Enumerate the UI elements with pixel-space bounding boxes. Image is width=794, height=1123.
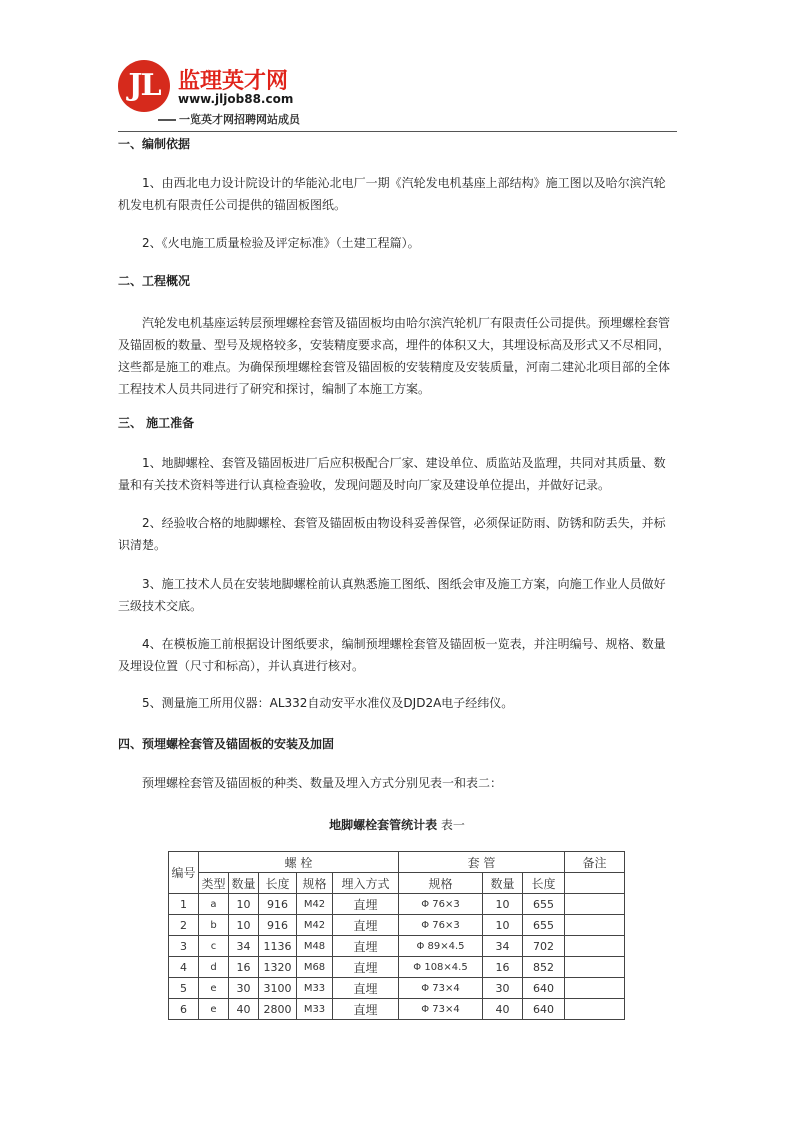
bolt-sleeve-table — [168, 851, 625, 1020]
cell-no: 5 — [169, 978, 199, 999]
table-row — [169, 957, 625, 978]
cell-type: e — [199, 978, 229, 999]
cell-type: b — [199, 915, 229, 936]
header-type: 类型 — [199, 873, 229, 894]
section-1-paragraph-2: 2、《火电施工质量检验及评定标准》（土建工程篇）。 — [142, 236, 420, 250]
header-bolt: 螺 栓 — [199, 852, 399, 873]
cell-qty: 40 — [229, 999, 259, 1020]
cell-sleeve-qty: 30 — [483, 978, 523, 999]
table-row — [169, 915, 625, 936]
header-embed: 埋入方式 — [333, 873, 399, 894]
cell-remark — [565, 957, 625, 978]
logo-name: 监理英才网 — [178, 69, 289, 94]
section-1-paragraph-1: 1、由西北电力设计院设计的华能沁北电厂一期《汽轮发电机基座上部结构》施工图以及哈尔滨汽轮机发电机有限责任公司提供的锚固板图纸。 — [118, 176, 666, 212]
cell-remark — [565, 978, 625, 999]
section-3-title: 三、 施工准备 — [118, 416, 195, 430]
cell-sleeve-spec: Φ 76×3 — [399, 894, 483, 915]
cell-no: 1 — [169, 894, 199, 915]
header-divider — [118, 131, 677, 132]
header-sleeve: 套 管 — [399, 852, 565, 873]
cell-sleeve-length: 852 — [523, 957, 565, 978]
cell-length: 1136 — [259, 936, 297, 957]
cell-embed: 直埋 — [333, 894, 399, 915]
cell-remark — [565, 999, 625, 1020]
cell-type: d — [199, 957, 229, 978]
cell-sleeve-spec: Φ 73×4 — [399, 999, 483, 1020]
cell-qty: 30 — [229, 978, 259, 999]
cell-sleeve-length: 640 — [523, 999, 565, 1020]
table-caption-title: 地脚螺栓套管统计表 — [329, 818, 438, 832]
table-row — [169, 978, 625, 999]
cell-sleeve-qty: 10 — [483, 894, 523, 915]
cell-embed: 直埋 — [333, 936, 399, 957]
cell-sleeve-spec: Φ 73×4 — [399, 978, 483, 999]
header-qty: 数量 — [229, 873, 259, 894]
section-3-paragraph-4: 4、在模板施工前根据设计图纸要求，编制预埋螺栓套管及锚固板一览表，并注明编号、规格、数量及埋设位置（尺寸和标高），并认真进行核对。 — [118, 637, 666, 673]
header-no: 编号 — [169, 852, 199, 894]
header-sleeve-spec: 规格 — [399, 873, 483, 894]
cell-sleeve-qty: 34 — [483, 936, 523, 957]
header-length: 长度 — [259, 873, 297, 894]
cell-length: 2800 — [259, 999, 297, 1020]
cell-no: 6 — [169, 999, 199, 1020]
cell-sleeve-length: 702 — [523, 936, 565, 957]
section-4-title: 四、预埋螺栓套管及锚固板的安装及加固 — [118, 737, 335, 751]
cell-sleeve-spec: Φ 89×4.5 — [399, 936, 483, 957]
cell-length: 1320 — [259, 957, 297, 978]
table-row — [169, 936, 625, 957]
cell-embed: 直埋 — [333, 978, 399, 999]
header-sleeve-length: 长度 — [523, 873, 565, 894]
section-3-paragraph-1: 1、地脚螺栓、套管及锚固板进厂后应积极配合厂家、建设单位、质监站及监理，共同对其质量、数量和有关技术资料等进行认真检查验收，发现问题及时向厂家及建设单位提出，并做好记录。 — [118, 456, 666, 492]
cell-type: a — [199, 894, 229, 915]
cell-spec: M68 — [297, 957, 333, 978]
section-3-paragraph-2: 2、经验收合格的地脚螺栓、套管及锚固板由物设科妥善保管，必须保证防雨、防锈和防丢失，并标识清楚。 — [118, 516, 666, 552]
cell-length: 916 — [259, 915, 297, 936]
section-3-paragraph-5: 5、测量施工所用仪器：AL332自动安平水准仪及DJD2A电子经纬仪。 — [142, 696, 514, 710]
logo-slogan: 一览英才网招聘网站成员 — [158, 111, 300, 127]
cell-type: c — [199, 936, 229, 957]
header-remark: 备注 — [565, 852, 625, 873]
cell-sleeve-qty: 40 — [483, 999, 523, 1020]
table-caption-number: 表一 — [437, 818, 465, 832]
cell-qty: 16 — [229, 957, 259, 978]
cell-sleeve-length: 640 — [523, 978, 565, 999]
cell-type: e — [199, 999, 229, 1020]
cell-embed: 直埋 — [333, 915, 399, 936]
cell-qty: 10 — [229, 915, 259, 936]
cell-qty: 10 — [229, 894, 259, 915]
cell-no: 3 — [169, 936, 199, 957]
cell-spec: M33 — [297, 999, 333, 1020]
cell-sleeve-qty: 10 — [483, 915, 523, 936]
cell-no: 2 — [169, 915, 199, 936]
section-2-title: 二、工程概况 — [118, 274, 191, 288]
table-caption — [0, 816, 794, 833]
cell-spec: M33 — [297, 978, 333, 999]
cell-remark — [565, 894, 625, 915]
header-sleeve-qty: 数量 — [483, 873, 523, 894]
cell-sleeve-spec: Φ 108×4.5 — [399, 957, 483, 978]
table-header-row — [169, 852, 625, 873]
table-row — [169, 894, 625, 915]
cell-sleeve-qty: 16 — [483, 957, 523, 978]
section-1-title: 一、编制依据 — [118, 137, 191, 151]
cell-sleeve-spec: Φ 76×3 — [399, 915, 483, 936]
cell-length: 916 — [259, 894, 297, 915]
cell-embed: 直埋 — [333, 999, 399, 1020]
cell-spec: M42 — [297, 915, 333, 936]
cell-sleeve-length: 655 — [523, 894, 565, 915]
cell-sleeve-length: 655 — [523, 915, 565, 936]
cell-spec: M42 — [297, 894, 333, 915]
section-3-paragraph-3: 3、施工技术人员在安装地脚螺栓前认真熟悉施工图纸、图纸会审及施工方案，向施工作业人员做好三级技术交底。 — [118, 577, 666, 613]
section-2-paragraph-1: 汽轮发电机基座运转层预埋螺栓套管及锚固板均由哈尔滨汽轮机厂有限责任公司提供。预埋螺栓套管及锚固板的数量、型号及规格较多，安装精度要求高，埋件的体积又大，其埋设标高及形式又不尽相同，这些都是施工的难点。为确保预埋螺栓套管及锚固板的安装精度及安装质量，河南二建沁北项目部的全体工程技术人员共同进行了研究和探讨，编制了本施工方案。 — [118, 316, 671, 396]
cell-remark — [565, 936, 625, 957]
cell-embed: 直埋 — [333, 957, 399, 978]
header-remark-blank — [565, 873, 625, 894]
site-logo[interactable] — [118, 58, 358, 128]
cell-spec: M48 — [297, 936, 333, 957]
cell-qty: 34 — [229, 936, 259, 957]
logo-mark: JL — [118, 60, 170, 112]
cell-no: 4 — [169, 957, 199, 978]
table-row — [169, 999, 625, 1020]
cell-length: 3100 — [259, 978, 297, 999]
section-4-paragraph-1: 预埋螺栓套管及锚固板的种类、数量及埋入方式分别见表一和表二： — [142, 776, 503, 790]
header-spec: 规格 — [297, 873, 333, 894]
table-subheader-row — [169, 873, 625, 894]
cell-remark — [565, 915, 625, 936]
logo-url: www.jljob88.com — [178, 92, 294, 106]
